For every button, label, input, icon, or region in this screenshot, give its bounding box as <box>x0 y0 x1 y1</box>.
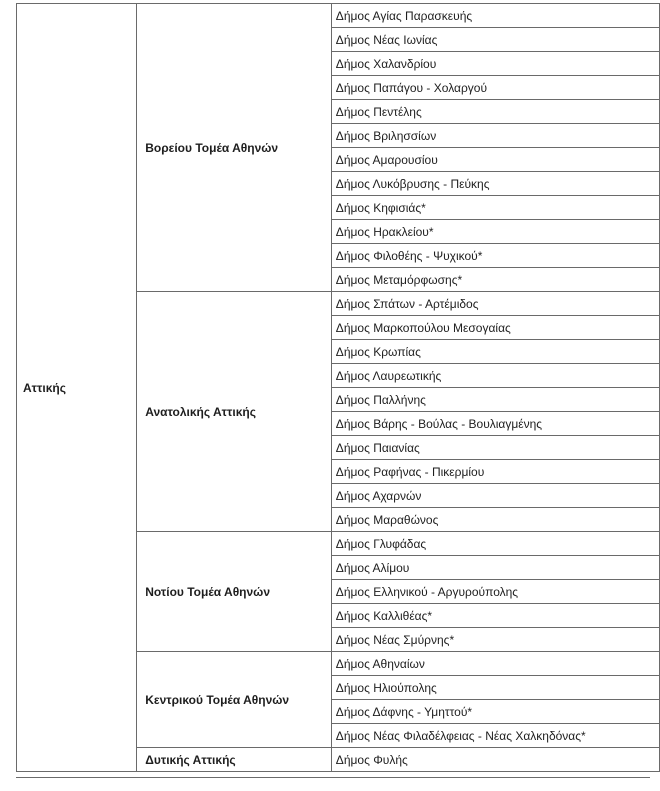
municipality-cell: Δήμος Γλυφάδας <box>331 532 659 556</box>
municipality-cell: Δήμος Βάρης - Βούλας - Βουλιαγμένης <box>331 412 659 436</box>
municipality-cell: Δήμος Καλλιθέας* <box>331 604 659 628</box>
municipality-cell: Δήμος Ραφήνας - Πικερμίου <box>331 460 659 484</box>
municipality-cell: Δήμος Παπάγου - Χολαργού <box>331 76 659 100</box>
municipality-cell: Δήμος Σπάτων - Αρτέμιδος <box>331 292 659 316</box>
sector-cell: Κεντρικού Τομέα Αθηνών <box>137 652 332 748</box>
municipality-cell: Δήμος Χαλανδρίου <box>331 52 659 76</box>
municipality-cell: Δήμος Αγίας Παρασκευής <box>331 4 659 28</box>
table-bottom-border <box>16 777 650 778</box>
municipalities-table <box>16 3 660 772</box>
municipality-cell: Δήμος Αθηναίων <box>331 652 659 676</box>
sector-cell: Ανατολικής Αττικής <box>137 292 332 532</box>
table-row <box>17 4 660 28</box>
municipality-cell: Δήμος Πεντέλης <box>331 100 659 124</box>
municipality-cell: Δήμος Φυλής <box>331 748 659 772</box>
municipality-cell: Δήμος Μαραθώνος <box>331 508 659 532</box>
municipality-cell: Δήμος Λαυρεωτικής <box>331 364 659 388</box>
sector-cell: Βορείου Τομέα Αθηνών <box>137 4 332 292</box>
municipality-cell: Δήμος Κηφισιάς* <box>331 196 659 220</box>
municipality-cell: Δήμος Νέας Ιωνίας <box>331 28 659 52</box>
municipalities-table-container <box>16 3 660 772</box>
municipality-cell: Δήμος Δάφνης - Υμηττού* <box>331 700 659 724</box>
municipality-cell: Δήμος Αλίμου <box>331 556 659 580</box>
municipality-cell: Δήμος Βριλησσίων <box>331 124 659 148</box>
sector-cell: Νοτίου Τομέα Αθηνών <box>137 532 332 652</box>
municipality-cell: Δήμος Μαρκοπούλου Μεσογαίας <box>331 316 659 340</box>
municipality-cell: Δήμος Ηρακλείου* <box>331 220 659 244</box>
municipality-cell: Δήμος Λυκόβρυσης - Πεύκης <box>331 172 659 196</box>
sector-cell: Δυτικής Αττικής <box>137 748 332 772</box>
municipality-cell: Δήμος Ηλιούπολης <box>331 676 659 700</box>
municipality-cell: Δήμος Αχαρνών <box>331 484 659 508</box>
municipality-cell: Δήμος Αμαρουσίου <box>331 148 659 172</box>
municipality-cell: Δήμος Νέας Σμύρνης* <box>331 628 659 652</box>
municipality-cell: Δήμος Νέας Φιλαδέλφειας - Νέας Χαλκηδόνας* <box>331 724 659 748</box>
municipality-cell: Δήμος Κρωπίας <box>331 340 659 364</box>
municipality-cell: Δήμος Ελληνικού - Αργυρούπολης <box>331 580 659 604</box>
municipality-cell: Δήμος Παλλήνης <box>331 388 659 412</box>
table-body <box>17 4 660 772</box>
municipality-cell: Δήμος Μεταμόρφωσης* <box>331 268 659 292</box>
municipality-cell: Δήμος Παιανίας <box>331 436 659 460</box>
region-cell: Αττικής <box>17 4 137 772</box>
municipality-cell: Δήμος Φιλοθέης - Ψυχικού* <box>331 244 659 268</box>
